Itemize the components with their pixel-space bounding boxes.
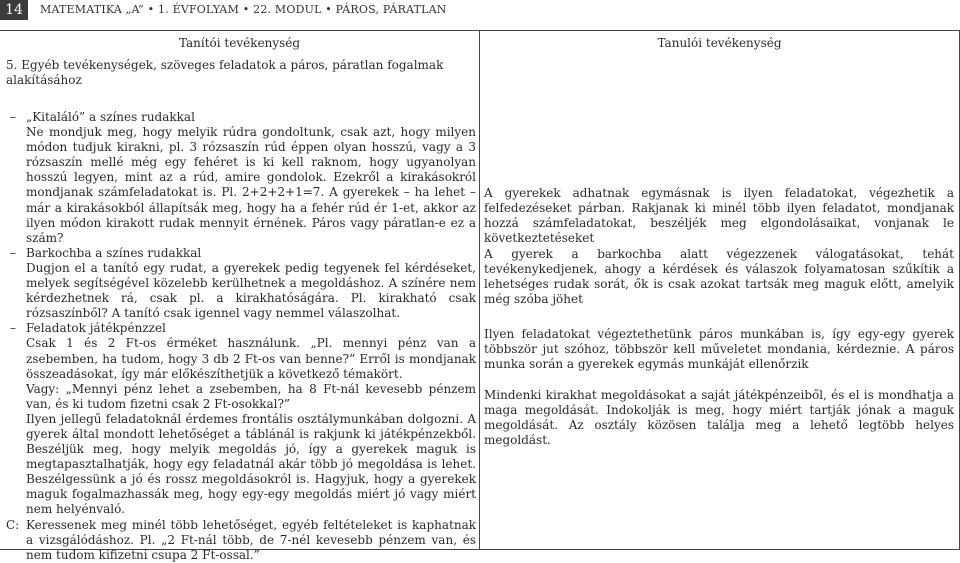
- list-marker: –: [10, 245, 16, 260]
- list-item: [6, 321, 476, 517]
- student-activity-paragraph: A gyerekek adhatnak egymásnak is ilyen feladatokat, végezhetik a felfedezéseket párban. Rakjanak ki minél több ilyen feladatot, mondjanak hozzá számfeladatokat, beszéljék meg elgondolásaikat, vonjanak le következtetéseket: [484, 186, 954, 246]
- differentiation-item: [6, 518, 476, 563]
- list-item-title: „Kitaláló” a színes rudakkal: [26, 110, 195, 124]
- right-column-header: Tanulói tevékenység: [657, 36, 782, 50]
- table-top-rule: [0, 30, 960, 31]
- list-item-text: Ne mondjuk meg, hogy melyik rúdra gondoltunk, csak azt, hogy milyen módon tudjuk kirakni, pl. 3 rózsaszín rúd éppen olyan hosszú, vagy a 3 rózsaszín mellé még egy fehéret is ki kell raknom, hogy ugyanolyan hosszú legyen, mint az a rúd, amire gondolok. Ezekről a kirakásokról mondjanak számfeladatokat is. Pl. 2+2+2+1=7. A gyerekek – ha lehet – már a kirakásokból állapítsák meg, hogy ha a fehér rúd ér 1-et, akkor az ilyen módon kirakott rudak mennyit érnének. Páros vagy páratlan-e ez a szám?: [26, 125, 476, 245]
- list-item-text: Vagy: „Mennyi pénz lehet a zsebemben, ha 8 Ft-nál kevesebb pénzem van, és ki tudom fizetni csak 2 Ft-osokkal?”: [26, 381, 476, 411]
- list-item: [6, 246, 476, 321]
- list-item-text: Ilyen jellegű feladatoknál érdemes frontális osztálymunkában dolgozni. A gyerek által mondott lehetőséget a táblánál is rakjunk ki játékpénzekből. Beszéljük meg, hogy melyik megoldás jó, így a gyerekek maguk is megtapasztalhatják, hogy egy feladatnál akár több jó megoldása is lehet. Beszélgessünk a jó és rossz megoldásokról is. Hagyjuk, hogy a gyerekek maguk fogalmazhassák meg, hogy egy-egy megoldás miért jó vagy miért nem helyénvaló.: [26, 411, 476, 517]
- list-item-title: Feladatok játékpénzzel: [26, 321, 166, 336]
- section-title: 5. Egyéb tevékenységek, szöveges feladatok a páros, páratlan fogalmak alakításához: [6, 58, 444, 87]
- list-item-text: Csak 1 és 2 Ft-os érméket használunk. „Pl. mennyi pénz van a zsebemben, ha tudom, hogy 3 db 2 Ft-os van benne?” Erről is mondjanak összeadásokat, így már előkészíthetjük a következő témakört.: [26, 336, 476, 381]
- page-header: [0, 0, 960, 20]
- list-item-text: Dugjon el a tanító egy rudat, a gyerekek pedig tegyenek fel kérdéseket, melyek segítségével közelebb kerülhetnek a megoldáshoz. A színére nem kérdezhetnek rá, csak pl. a kirakhatóságára. Pl. kirakható csak rózsaszínből? A tanító csak igennel vagy nemmel válaszolhat.: [26, 260, 476, 321]
- left-column-header: Tanítói tevékenység: [178, 36, 301, 50]
- student-activity-paragraph: A gyerek a barkochba alatt végezzenek válogatásokat, tehát tevékenykedjenek, ahogy a kérdések és válaszok folyamatosan szűkítik a lehetséges rudak sorát, ők is csak azokat tartsák meg maguk előtt, amelyik még szóba jöhet: [484, 247, 954, 307]
- list-marker: –: [10, 110, 16, 124]
- teacher-activity: [6, 110, 476, 563]
- list-marker: –: [10, 321, 16, 336]
- list-item: [6, 110, 476, 246]
- list-marker: C:: [6, 517, 20, 532]
- running-head: MATEMATIKA „A” • 1. ÉVFOLYAM • 22. MODUL • PÁROS, PÁRATLAN: [40, 3, 447, 16]
- list-item-text: Keressenek meg minél több lehetőséget, egyéb feltételeket is kaphatnak a vizsgálódáshoz. Pl. „2 Ft-nál több, de 7-nél kevesebb pénzem van, és nem tudom kifizetni csupa 2 Ft-ossal.”: [26, 517, 476, 562]
- column-divider: [479, 30, 480, 550]
- student-activity-paragraph: Ilyen feladatokat végeztethetünk páros munkában is, így egy-egy gyerek többször jut szóhoz, többször kell műveletet mondania, kérdeznie. A páros munka során a gyerekek egymás munkáját ellenőrzik: [484, 327, 954, 372]
- student-activity-paragraph: Mindenki kirakhat megoldásokat a saját játékpénzeiből, és el is mondhatja a maga megoldását. Indokolják is meg, hogy miért tartják jónak a maguk megoldását. Az osztály közösen találja meg a lehető legtöbb helyes megoldást.: [484, 388, 954, 448]
- list-item-title: Barkochba a színes rudakkal: [26, 245, 202, 260]
- page-number: 14: [0, 0, 28, 20]
